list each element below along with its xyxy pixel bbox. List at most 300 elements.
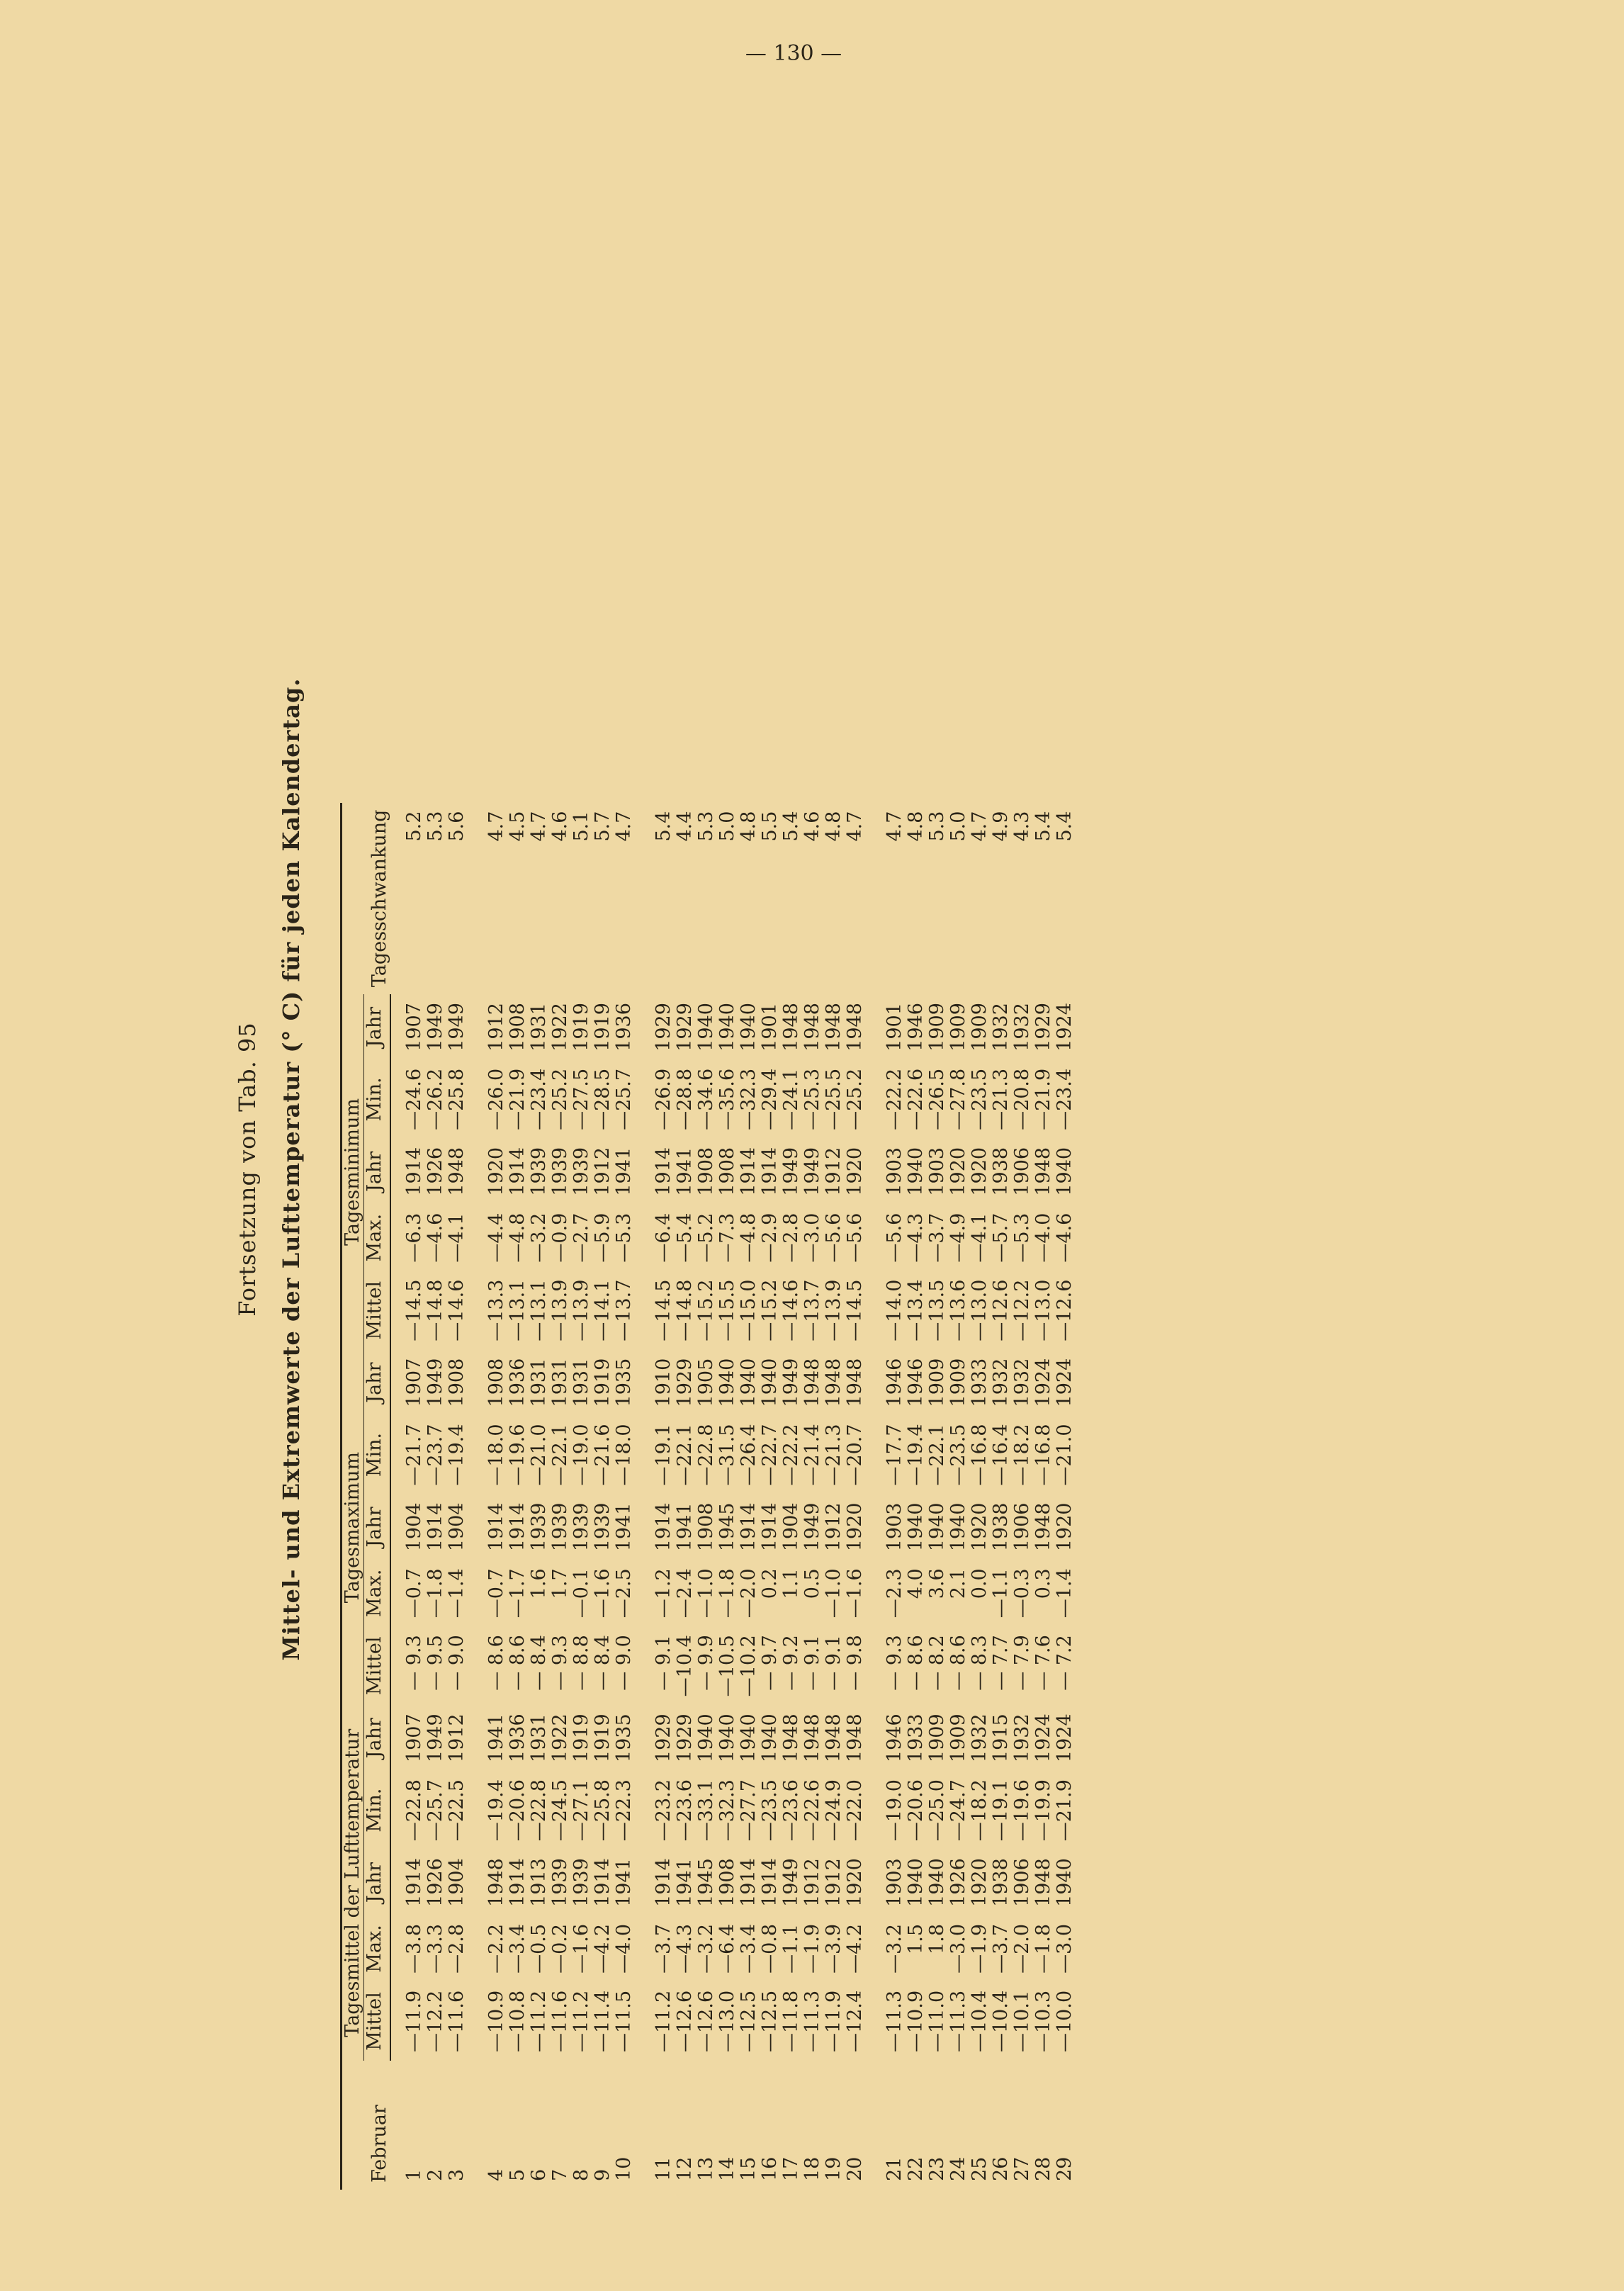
table-cell: 1914 bbox=[403, 1147, 425, 1196]
table-cell: —23.4 bbox=[1054, 1068, 1076, 1130]
table-cell: — 9.1 bbox=[653, 1635, 675, 1691]
table-cell: —22.8 bbox=[528, 1779, 550, 1842]
table-cell: —25.7 bbox=[424, 1779, 446, 1842]
table-cell: —22.2 bbox=[780, 1424, 802, 1486]
table-cell: —5.3 bbox=[1011, 1212, 1033, 1263]
table-cell: —3.2 bbox=[528, 1212, 550, 1263]
table-cell: —5.6 bbox=[884, 1212, 906, 1263]
table-cell: — 9.8 bbox=[844, 1635, 866, 1691]
table-cell: —21.6 bbox=[592, 1424, 614, 1486]
table-cell: 1914 bbox=[507, 1502, 529, 1552]
table-cell: —20.6 bbox=[507, 1779, 529, 1842]
table-cell: —11.3 bbox=[884, 1990, 906, 2052]
day-cell: 11 bbox=[653, 2156, 675, 2181]
table-cell: 1919 bbox=[592, 1358, 614, 1407]
table-cell: 1948 bbox=[801, 1713, 823, 1763]
day-cell: 1 bbox=[402, 2168, 425, 2181]
day-cell: 5 bbox=[507, 2168, 529, 2181]
table-cell: —32.3 bbox=[738, 1068, 760, 1130]
table-cell: 1935 bbox=[613, 1358, 635, 1407]
table-row bbox=[675, 803, 696, 2190]
table-cell: —25.7 bbox=[613, 1068, 635, 1130]
table-cell: 4.0 bbox=[905, 1568, 927, 1599]
table-cell: 4.8 bbox=[738, 811, 760, 842]
table-row bbox=[425, 803, 446, 2190]
table-cell: —2.8 bbox=[780, 1212, 802, 1263]
table-cell: 1.7 bbox=[549, 1568, 571, 1599]
table-cell: —28.8 bbox=[674, 1068, 696, 1130]
table-cell: —32.3 bbox=[716, 1779, 738, 1842]
table-cell: 1948 bbox=[823, 1003, 845, 1052]
table-cell: —1.6 bbox=[592, 1568, 614, 1619]
table-cell: 1940 bbox=[1054, 1858, 1076, 1907]
table-cell: 1949 bbox=[424, 1358, 446, 1407]
table-cell: — 8.6 bbox=[507, 1635, 529, 1691]
table-cell: —2.2 bbox=[485, 1923, 507, 1974]
day-cell: 20 bbox=[844, 2156, 866, 2181]
table-cell: —5.6 bbox=[823, 1212, 845, 1263]
table-cell: 1931 bbox=[528, 1713, 550, 1763]
table-cell: —11.3 bbox=[801, 1990, 823, 2052]
col-jahr: Jahr bbox=[364, 1850, 391, 1915]
table-cell: —3.2 bbox=[695, 1923, 717, 1974]
table-cell: 1948 bbox=[1032, 1502, 1054, 1552]
table-cell: —15.2 bbox=[759, 1279, 781, 1341]
table-cell: 1909 bbox=[926, 1358, 948, 1407]
table-cell: 1914 bbox=[653, 1502, 675, 1552]
col-mittel: Mittel bbox=[364, 1626, 391, 1705]
row-spacer bbox=[866, 803, 884, 2190]
table-cell: 1949 bbox=[424, 1713, 446, 1763]
table-cell: 1941 bbox=[674, 1147, 696, 1196]
table-cell: —4.0 bbox=[1032, 1212, 1054, 1263]
day-cell: 16 bbox=[759, 2156, 781, 2181]
table-cell: —5.3 bbox=[613, 1212, 635, 1263]
table-cell: 1948 bbox=[446, 1147, 468, 1196]
row-spacer bbox=[635, 803, 653, 2190]
table-cell: —25.8 bbox=[446, 1068, 468, 1130]
table-cell: —3.9 bbox=[823, 1923, 845, 1974]
table-cell: 1922 bbox=[549, 1713, 571, 1763]
table-cell: —20.6 bbox=[905, 1779, 927, 1842]
table-cell: —19.0 bbox=[884, 1779, 906, 1842]
table-cell: —23.7 bbox=[424, 1424, 446, 1486]
table-cell: 1940 bbox=[905, 1858, 927, 1907]
table-cell: —14.8 bbox=[674, 1279, 696, 1341]
table-cell: 1914 bbox=[403, 1858, 425, 1907]
table-cell: 1914 bbox=[759, 1147, 781, 1196]
table-row bbox=[507, 803, 529, 2190]
table-cell: 1909 bbox=[926, 1713, 948, 1763]
tagesmaximum-group-header: Tagesmaximum bbox=[342, 1350, 364, 1706]
table-row bbox=[717, 803, 738, 2190]
table-cell: —10.9 bbox=[485, 1990, 507, 2052]
table-cell: 1931 bbox=[528, 1003, 550, 1052]
table-cell: 1919 bbox=[570, 1713, 592, 1763]
table-cell: 1936 bbox=[507, 1713, 529, 1763]
table-cell: —1.6 bbox=[570, 1923, 592, 1974]
table-cell: 1938 bbox=[990, 1147, 1012, 1196]
table-cell: 4.7 bbox=[528, 811, 550, 842]
table-cell: — 9.3 bbox=[403, 1635, 425, 1691]
table-cell: 1908 bbox=[485, 1358, 507, 1407]
table-cell: 5.0 bbox=[716, 811, 738, 842]
table-cell: 1932 bbox=[1011, 1713, 1033, 1763]
table-cell: 1940 bbox=[695, 1713, 717, 1763]
table-cell: 4.8 bbox=[905, 811, 927, 842]
table-cell: —22.1 bbox=[926, 1424, 948, 1486]
table-cell: 1949 bbox=[801, 1502, 823, 1552]
table-cell: 1924 bbox=[1032, 1713, 1054, 1763]
table-cell: —14.8 bbox=[424, 1279, 446, 1341]
table-cell: —7.3 bbox=[716, 1212, 738, 1263]
table-cell: — 7.6 bbox=[1032, 1635, 1054, 1691]
continuation-note: Fortsetzung von Tab. 95 bbox=[234, 1022, 261, 1317]
table-cell: 1912 bbox=[823, 1858, 845, 1907]
table-cell: —13.9 bbox=[570, 1279, 592, 1341]
table-cell: —11.8 bbox=[780, 1990, 802, 2052]
table-cell: 1946 bbox=[884, 1358, 906, 1407]
table-cell: —4.2 bbox=[844, 1923, 866, 1974]
table-cell: —3.0 bbox=[1054, 1923, 1076, 1974]
table-cell: 4.6 bbox=[801, 811, 823, 842]
table-cell: — 8.4 bbox=[592, 1635, 614, 1691]
table-cell: —4.3 bbox=[674, 1923, 696, 1974]
table-cell: 1903 bbox=[926, 1147, 948, 1196]
table-cell: 1949 bbox=[446, 1003, 468, 1052]
table-cell: 1914 bbox=[653, 1147, 675, 1196]
table-cell: 5.4 bbox=[1054, 811, 1076, 842]
table-cell: 1949 bbox=[780, 1858, 802, 1907]
table-cell: —4.9 bbox=[947, 1212, 969, 1263]
table-cell: —11.6 bbox=[446, 1990, 468, 2052]
table-row bbox=[614, 803, 635, 2190]
table-cell: —25.3 bbox=[801, 1068, 823, 1130]
table-cell: —23.5 bbox=[759, 1779, 781, 1842]
table-cell: 1901 bbox=[884, 1003, 906, 1052]
table-cell: 1941 bbox=[674, 1502, 696, 1552]
table-cell: —2.3 bbox=[884, 1568, 906, 1619]
table-cell: 1908 bbox=[695, 1147, 717, 1196]
table-cell: —15.0 bbox=[738, 1279, 760, 1341]
table-cell: 5.4 bbox=[653, 811, 675, 842]
table-cell: —10.3 bbox=[1032, 1990, 1054, 2052]
table-cell: —21.0 bbox=[1054, 1424, 1076, 1486]
table-cell: 1929 bbox=[674, 1003, 696, 1052]
table-cell: —3.0 bbox=[801, 1212, 823, 1263]
table-cell: —23.5 bbox=[947, 1424, 969, 1486]
day-cell: 6 bbox=[528, 2168, 550, 2181]
table-cell: 1940 bbox=[759, 1713, 781, 1763]
table-cell: 1903 bbox=[884, 1858, 906, 1907]
col-min: Min. bbox=[364, 1060, 391, 1139]
table-cell: — 9.1 bbox=[801, 1635, 823, 1691]
table-cell: 5.4 bbox=[780, 811, 802, 842]
table-cell: 1910 bbox=[653, 1358, 675, 1407]
table-cell: —24.9 bbox=[823, 1779, 845, 1842]
table-cell: —1.4 bbox=[1054, 1568, 1076, 1619]
day-cell: 27 bbox=[1011, 2156, 1033, 2181]
table-cell: —4.3 bbox=[905, 1212, 927, 1263]
table-cell: 1949 bbox=[780, 1147, 802, 1196]
table-cell: —3.0 bbox=[947, 1923, 969, 1974]
table-cell: —0.7 bbox=[403, 1568, 425, 1619]
table-cell: —1.6 bbox=[844, 1568, 866, 1619]
table-row bbox=[738, 803, 760, 2190]
day-cell: 29 bbox=[1054, 2156, 1076, 2181]
table-cell: — 7.2 bbox=[1054, 1635, 1076, 1691]
table-cell: —18.2 bbox=[969, 1779, 991, 1842]
table-cell: 4.3 bbox=[1011, 811, 1033, 842]
table-cell: —10.4 bbox=[990, 1990, 1012, 2052]
day-cell: 14 bbox=[716, 2156, 738, 2181]
table-cell: 1945 bbox=[716, 1502, 738, 1552]
table-cell: — 9.2 bbox=[780, 1635, 802, 1691]
table-cell: — 8.8 bbox=[570, 1635, 592, 1691]
day-cell: 26 bbox=[990, 2156, 1012, 2181]
table-cell: 1922 bbox=[549, 1003, 571, 1052]
table-cell: 1939 bbox=[528, 1147, 550, 1196]
table-cell: —1.0 bbox=[823, 1568, 845, 1619]
table-cell: —20.7 bbox=[844, 1424, 866, 1486]
table-cell: 1949 bbox=[780, 1358, 802, 1407]
table-row bbox=[1033, 803, 1054, 2190]
table-cell: 1939 bbox=[570, 1147, 592, 1196]
table-cell: 0.0 bbox=[969, 1568, 991, 1599]
table-cell: —4.4 bbox=[485, 1212, 507, 1263]
table-cell: — 7.7 bbox=[990, 1635, 1012, 1691]
table-cell: —13.3 bbox=[485, 1279, 507, 1341]
table-cell: 1907 bbox=[403, 1713, 425, 1763]
table-cell: 1920 bbox=[969, 1502, 991, 1552]
table-cell: 1940 bbox=[947, 1502, 969, 1552]
table-cell: —34.6 bbox=[695, 1068, 717, 1130]
table-cell: —19.4 bbox=[485, 1779, 507, 1842]
table-cell: —1.8 bbox=[1032, 1923, 1054, 1974]
table-cell: —13.9 bbox=[549, 1279, 571, 1341]
table-cell: 1919 bbox=[592, 1713, 614, 1763]
col-mittel: Mittel bbox=[364, 1271, 391, 1350]
table-cell: —16.4 bbox=[990, 1424, 1012, 1486]
table-cell: 1929 bbox=[653, 1713, 675, 1763]
table-cell: 1904 bbox=[780, 1502, 802, 1552]
table-row bbox=[550, 803, 571, 2190]
table-row bbox=[802, 803, 823, 2190]
table-cell: 1914 bbox=[759, 1858, 781, 1907]
table-cell: 1909 bbox=[947, 1003, 969, 1052]
table-cell: 0.2 bbox=[759, 1568, 781, 1599]
table-cell: —22.6 bbox=[801, 1779, 823, 1842]
table-cell: 1946 bbox=[905, 1003, 927, 1052]
col-jahr: Jahr bbox=[364, 1705, 391, 1771]
table-cell: 5.4 bbox=[1032, 811, 1054, 842]
table-cell: 1903 bbox=[884, 1147, 906, 1196]
day-cell: 28 bbox=[1032, 2156, 1054, 2181]
table-cell: —25.5 bbox=[823, 1068, 845, 1130]
table-row bbox=[845, 803, 866, 2190]
table-cell: —0.2 bbox=[549, 1923, 571, 1974]
table-row bbox=[991, 803, 1012, 2190]
table-cell: —5.6 bbox=[844, 1212, 866, 1263]
table-cell: 1939 bbox=[592, 1502, 614, 1552]
table-cell: —3.3 bbox=[424, 1923, 446, 1974]
table-cell: 1.1 bbox=[780, 1568, 802, 1599]
table-cell: 1912 bbox=[823, 1147, 845, 1196]
table-cell: —19.9 bbox=[1032, 1779, 1054, 1842]
month-header: Februar bbox=[342, 2061, 391, 2190]
table-cell: 5.2 bbox=[402, 811, 425, 842]
table-cell: —25.2 bbox=[844, 1068, 866, 1130]
page-number: — 130 — bbox=[745, 41, 842, 66]
table-cell: —28.5 bbox=[592, 1068, 614, 1130]
table-cell: 4.7 bbox=[844, 811, 866, 842]
table-cell: 1939 bbox=[549, 1858, 571, 1907]
table-cell: —16.8 bbox=[1032, 1424, 1054, 1486]
table-cell: 1904 bbox=[403, 1502, 425, 1552]
table-cell: — 9.0 bbox=[613, 1635, 635, 1691]
table-cell: 1901 bbox=[759, 1003, 781, 1052]
table-cell: 1948 bbox=[780, 1003, 802, 1052]
table-row bbox=[948, 803, 969, 2190]
table-cell: — 9.3 bbox=[884, 1635, 906, 1691]
table-cell: —25.2 bbox=[549, 1068, 571, 1130]
table-row bbox=[823, 803, 845, 2190]
col-jahr: Jahr bbox=[364, 1350, 391, 1416]
table-cell: —6.3 bbox=[403, 1212, 425, 1263]
table-cell: —22.6 bbox=[905, 1068, 927, 1130]
table-cell: —12.5 bbox=[759, 1990, 781, 2052]
day-cell: 24 bbox=[947, 2156, 969, 2181]
table-row bbox=[696, 803, 717, 2190]
table-cell: 4.8 bbox=[823, 811, 845, 842]
table-cell: —12.4 bbox=[844, 1990, 866, 2052]
table-cell: —11.6 bbox=[549, 1990, 571, 2052]
day-cell: 25 bbox=[969, 2156, 991, 2181]
col-mittel: Mittel bbox=[364, 1982, 391, 2061]
table-cell: —23.5 bbox=[969, 1068, 991, 1130]
table-cell: 4.7 bbox=[613, 811, 635, 842]
table-cell: 1907 bbox=[403, 1358, 425, 1407]
table-cell: 1948 bbox=[844, 1713, 866, 1763]
table-cell: 1904 bbox=[446, 1858, 468, 1907]
table-row bbox=[884, 803, 906, 2190]
table-row bbox=[592, 803, 614, 2190]
table-cell: —3.2 bbox=[884, 1923, 906, 1974]
table-cell: —0.7 bbox=[485, 1568, 507, 1619]
table-cell: —5.2 bbox=[695, 1212, 717, 1263]
table-cell: —1.9 bbox=[969, 1923, 991, 1974]
table-cell: 1914 bbox=[592, 1858, 614, 1907]
table-cell: 1920 bbox=[947, 1147, 969, 1196]
table-cell: —3.7 bbox=[653, 1923, 675, 1974]
table-cell: — 8.4 bbox=[528, 1635, 550, 1691]
table-cell: 1914 bbox=[738, 1858, 760, 1907]
table-cell: —15.2 bbox=[695, 1279, 717, 1341]
table-cell: —4.1 bbox=[969, 1212, 991, 1263]
table-cell: —10.8 bbox=[507, 1990, 529, 2052]
table-cell: —19.4 bbox=[446, 1424, 468, 1486]
table-cell: — 8.6 bbox=[947, 1635, 969, 1691]
table-cell: 1941 bbox=[613, 1858, 635, 1907]
table-cell: 1920 bbox=[969, 1147, 991, 1196]
table-cell: —11.2 bbox=[528, 1990, 550, 2052]
table-cell: 1906 bbox=[1011, 1858, 1033, 1907]
table-cell: —1.2 bbox=[653, 1568, 675, 1619]
table-cell: —4.1 bbox=[446, 1212, 468, 1263]
table-cell: 1914 bbox=[759, 1502, 781, 1552]
table-cell: —11.9 bbox=[823, 1990, 845, 2052]
table-cell: —24.6 bbox=[403, 1068, 425, 1130]
table-cell: —26.5 bbox=[926, 1068, 948, 1130]
table-cell: —11.5 bbox=[613, 1990, 635, 2052]
table-cell: — 9.7 bbox=[759, 1635, 781, 1691]
table-cell: 1931 bbox=[570, 1358, 592, 1407]
table-cell: —12.6 bbox=[674, 1990, 696, 2052]
table-cell: —35.6 bbox=[716, 1068, 738, 1130]
day-cell: 3 bbox=[446, 2168, 468, 2181]
table-cell: 1929 bbox=[653, 1003, 675, 1052]
table-cell: 1935 bbox=[613, 1713, 635, 1763]
table-cell: 1914 bbox=[507, 1147, 529, 1196]
table-cell: —26.0 bbox=[485, 1068, 507, 1130]
table-cell: 1948 bbox=[801, 1358, 823, 1407]
table-cell: 1939 bbox=[570, 1858, 592, 1907]
day-cell: 4 bbox=[485, 2168, 507, 2181]
table-cell: —4.8 bbox=[507, 1212, 529, 1263]
table-row bbox=[927, 803, 948, 2190]
tagesminimum-group-header: Tagesminimum bbox=[342, 994, 364, 1350]
table-cell: —4.8 bbox=[738, 1212, 760, 1263]
table-cell: —29.4 bbox=[759, 1068, 781, 1130]
table-cell: 1909 bbox=[926, 1003, 948, 1052]
table-cell: —1.4 bbox=[446, 1568, 468, 1619]
table-cell: 1940 bbox=[926, 1502, 948, 1552]
table-row bbox=[571, 803, 592, 2190]
table-cell: 1936 bbox=[613, 1003, 635, 1052]
table-cell: —19.1 bbox=[653, 1424, 675, 1486]
table-cell: —24.7 bbox=[947, 1779, 969, 1842]
table-cell: 1926 bbox=[424, 1858, 446, 1907]
table-cell: 1929 bbox=[674, 1358, 696, 1407]
table-cell: —12.6 bbox=[990, 1279, 1012, 1341]
table-cell: 1909 bbox=[969, 1003, 991, 1052]
table-row bbox=[653, 803, 675, 2190]
table-cell: 4.7 bbox=[969, 811, 991, 842]
table-cell: 3.6 bbox=[926, 1568, 948, 1599]
table-cell: —0.8 bbox=[759, 1923, 781, 1974]
table-cell: —22.3 bbox=[613, 1779, 635, 1842]
table-cell: 1946 bbox=[905, 1358, 927, 1407]
table-cell: 1924 bbox=[1054, 1003, 1076, 1052]
table-cell: —3.4 bbox=[507, 1923, 529, 1974]
table-cell: —2.4 bbox=[674, 1568, 696, 1619]
table-cell: —0.5 bbox=[528, 1923, 550, 1974]
day-cell: 8 bbox=[570, 2168, 592, 2181]
table-cell: —3.7 bbox=[926, 1212, 948, 1263]
day-cell: 22 bbox=[905, 2156, 927, 2181]
table-cell: 1946 bbox=[884, 1713, 906, 1763]
table-cell: —22.7 bbox=[759, 1424, 781, 1486]
table-cell: 4.9 bbox=[990, 811, 1012, 842]
table-cell: — 9.5 bbox=[424, 1635, 446, 1691]
table-cell: 1940 bbox=[716, 1003, 738, 1052]
table-cell: —21.7 bbox=[403, 1424, 425, 1486]
table-cell: —11.2 bbox=[653, 1990, 675, 2052]
table-cell: —26.2 bbox=[424, 1068, 446, 1130]
table-cell: 1903 bbox=[884, 1502, 906, 1552]
table-cell: 5.5 bbox=[759, 811, 781, 842]
table-cell: —10.1 bbox=[1011, 1990, 1033, 2052]
